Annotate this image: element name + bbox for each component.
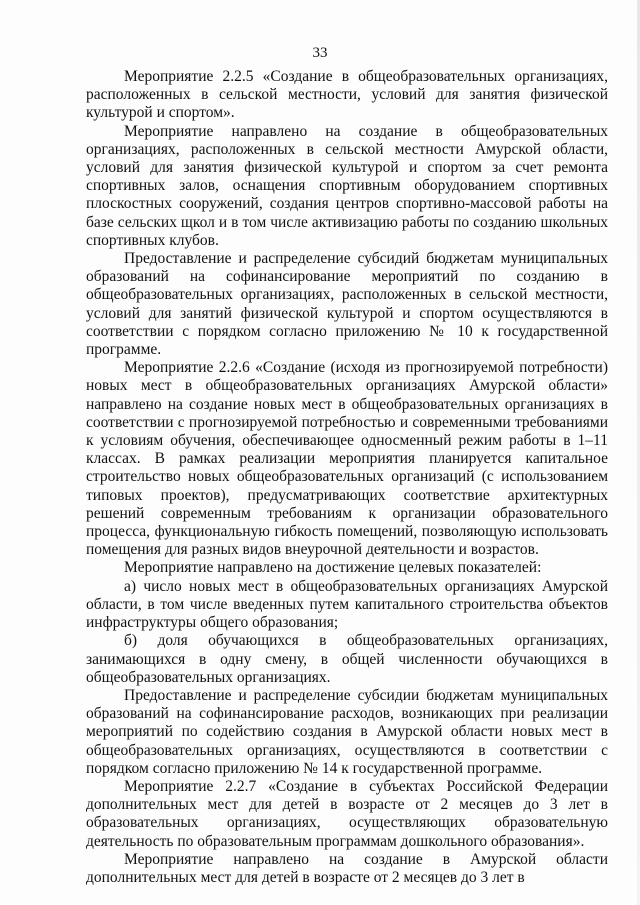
paragraph-activity-2-2-7-description: Мероприятие направлено на создание в Амурской области дополнительных мест для детей в возрасте от 2 месяцев до 3 лет в [86, 850, 608, 886]
document-body [86, 68, 608, 887]
list-item-a: а) число новых мест в общеобразовательных организациях Амурской области, в том числе введенных путем капитального строительства объектов инфраструктуры общего образования; [86, 577, 608, 632]
paragraph-target-indicators: Мероприятие направлено на достижение целевых показателей: [124, 559, 542, 577]
list-item-b: б) доля обучающихся в общеобразовательных организациях, занимающихся в одну смену, в общей численности обучающихся в общеобразовательных организациях. [86, 632, 608, 686]
paragraph-subsidy-2-2-6: Предоставление и распределение субсидии бюджетам муниципальных образований на софинансирование расходов, возникающих при реализации мероприятий по содействию создания в Амурской области новых мест в общеобразовательных организациях, осуществляются в соответствии с порядком согласно приложению № 14 к государственной программе. [86, 686, 608, 777]
paragraph-activity-2-2-5-description: Мероприятие направлено на создание в общеобразовательных организациях, расположенных в сельской местности Амурской области, условий для занятия физической культурой и спортом за счет ремонта спортивных залов, оснащения спортивным оборудованием спортивных плоскостных сооружений, создания центров спортивно-массовой работы на базе сельских щкол и в том числе активизацию работы по созданию школьных спортивных клубов. [86, 122, 608, 249]
page-number: 33 [312, 45, 328, 61]
paragraph-activity-2-2-5-title: Мероприятие 2.2.5 «Создание в общеобразовательных организациях, расположенных в сельской местности, условий для занятия физической культурой и спортом». [86, 68, 608, 122]
paragraph-activity-2-2-7-title: Мероприятие 2.2.7 «Создание в субъектах Российской Федерации дополнительных мест для детей в возрасте от 2 месяцев до 3 лет в образовательных организациях, осуществляющих образовательную деятельность по образовательным программам дошкольного образования». [86, 777, 608, 850]
paragraph-activity-2-2-6: Мероприятие 2.2.6 «Создание (исходя из прогнозируемой потребности) новых мест в общеобразовательных организациях Амурской области» направлено на создание новых мест в общеобразовательных организациях в соответствии с прогнозируемой потребностью и современными требованиями к условиям обучения, обеспечивающее односменный режим работы в 1–11 классах. В рамках реализации мероприятия планируется капитальное строительство новых общеобразовательных организаций (с использованием типовых проектов), предусматривающих соответствие архитектурных решений современным требованиям к организации образовательного процесса, функциональную гибкость помещений, позволяющую использовать помещения для разных видов внеурочной деятельности и возрастов. [86, 359, 608, 559]
paragraph-subsidy-2-2-5: Предоставление и распределение субсидий бюджетам муниципальных образований на софинансирование мероприятий по созданию в общеобразовательных организациях, расположенных в сельской местности, условий для занятий физической культурой и спортом осуществляются в соответствии с порядком согласно приложению № 10 к государственной программе. [86, 250, 608, 359]
